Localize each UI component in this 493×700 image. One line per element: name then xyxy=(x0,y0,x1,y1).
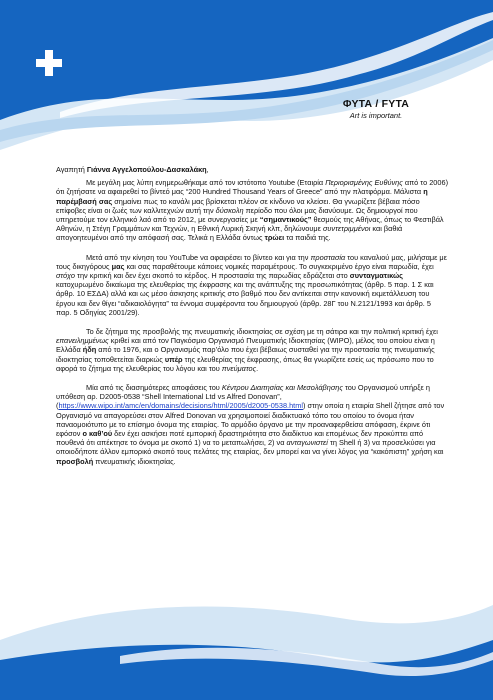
paragraph-4: Μία από τις διασημότερες αποφάσεις του Κέντρου Διαιτησίας και Μεσολάβησης του Οργανισμού υπήρξε η υπόθεση αρ. D2005-0538 “Shell International Ltd vs Alfred Donovan”, (https://www.wipo.int/amc/en/domains/decisions/html/2005/d2005-0538.html) στην οποία η εταιρία Shell ζήτησε από τον Οργανισμό να απαγορεύσει στον Alfred Donovan να χρησιμοποιεί διαδικτυακό τόπο του οποίου το όνομα ήταν παναομοιότυπο με το επίσημο όνομα της εταιρίας. Το αρμόδιο όργανο με την προαναφερθείσα απόφαση, έκρινε ότι εφόσον ο καθ’ού δεν έχει ασκήσει ποτέ εμπορική δραστηριότητα στο διαδίκτυο και επομένως δεν προκύπτει από πουθενά ότι απέκτησε το όνομα με σκοπό 1) να το μεταπωλήσει, 2) να ανταγωνιστεί τη Shell ή 3) να προσελκύσει για οποιοδήποτε άλλον εμπορικό σκοπό τους πελάτες της εταιρίας, δεν μπορεί και να γίνει λόγος για “κακόπιστη” χρήση και προσβολή πνευματικής ιδιοκτησίας. xyxy=(56,383,445,466)
greeting: Αγαπητή Γιάννα Αγγελοπούλου-Δασκαλάκη, xyxy=(56,165,209,174)
plus-cross-icon xyxy=(34,48,64,78)
paragraph-2: Μετά από την κίνηση του YouTube να αφαιρέσει το βίντεο και για την προστασία του καναλιού μας, μιλήσαμε με τους δικηγόρους μας και σας παραθέτουμε κάποιες νομικές παραμέτρους. Το συγκεκριμένο έργο είναι παρωδία, έχει στόχο την κριτική και δεν έχει σκοπό το κέρδος. Η προστασία της παρωδίας εδράζεται στο συνταγματικώς κατοχυρωμένο δικαίωμα της ελευθερίας της έκφρασης και της ανάπτυξης της προσωπικότητας (άρθρ. 5 παρ. 1 Σ και άρθρ. 10 ΕΣΔΑ) αλλά και ως μέσο άσκησης κριτικής στο βαθμό που δεν αντίκειται στην κανονική εκμετάλλευση του έργου και δεν θίγει “αδικαιολόγητα” τα έννομα συμφέροντα του δημιουργού (άρθρ. 28Γ του Ν.2121/1993 και άρθρ. 5 παρ. 5 Οδηγίας 2001/29). xyxy=(56,252,447,317)
recipient-name: Γιάννα Αγγελοπούλου-Δασκαλάκη xyxy=(86,165,207,174)
wipo-decision-link[interactable]: https://www.wipo.int/amc/en/domains/decisions/html/2005/d2005-0538.html xyxy=(58,401,303,411)
paragraph-1: Με μεγάλη μας λύπη ενημερωθήκαμε από τον ιστότοπο Youtube (Εταιρία Περιορισμένης Ευθύνης από το 2006) ότι ζητήσατε να αφαιρεθεί το βίντεό μας “200 Hundred Thousand Years of Greece” από την πλατφόρμα. Μάλιστα η παρέμβασή σας σημαίνει πως το κανάλι μας βρίσκεται πλέον σε κίνδυνο να κλείσει. Θα γνωρίζετε βέβαια πόσο επίφοβες είναι οι ζωές των καλλιτεχνών αυτή την δύσκολη περίοδο που όλοι μας διανύουμε. Ως δημιουργοί που υπηρετούμε τον ελληνικό λαό από το 2012, με συνεργασίες με “σημαντικούς” θεσμούς της Αθήνας, όπως το Φεστιβάλ Αθηνών, η Στέγη Γραμμάτων και Τεχνών, η Εθνική Λυρική Σκηνή κλπ, δηλώνουμε συντετριμμένοι και βαθιά απογοητευμένοι από την απόφασή σας. Τελικά η Ελλάδα όντως τρώει τα παιδιά της. xyxy=(56,178,449,243)
brand-tagline: Art is important. xyxy=(349,111,403,120)
paragraph-3: Το δε ζήτημα της προσβολής της πνευματικής ιδιοκτησίας σε σχέση με τη σάτιρα και την πολιτική κριτική έχει επανειλημμένως κριθεί και από τον Παγκόσμιο Οργανισμό Πνευματικής Ιδιοκτησίας (WIPO), μέλος του οποίου είναι η Ελλάδα ήδη από το 1976, και ο Οργανισμός παρ’όλο που έχει βέβαιως συσταθεί για την προστασία της πνευματικής ιδιοκτησίας τοποθετείται διαρκώς υπέρ της ελευθερίας της έκφρασης, όπως θα γνωρίζετε εσείς ως πρόσωπο που το αφορά το ζήτημα της ελευθερίας του λόγου και του πνεύματος. xyxy=(56,327,438,373)
brand-block xyxy=(316,98,436,120)
brand-title: ΦΥΤΑ / FYTA xyxy=(342,98,410,110)
letter-body xyxy=(56,165,448,476)
